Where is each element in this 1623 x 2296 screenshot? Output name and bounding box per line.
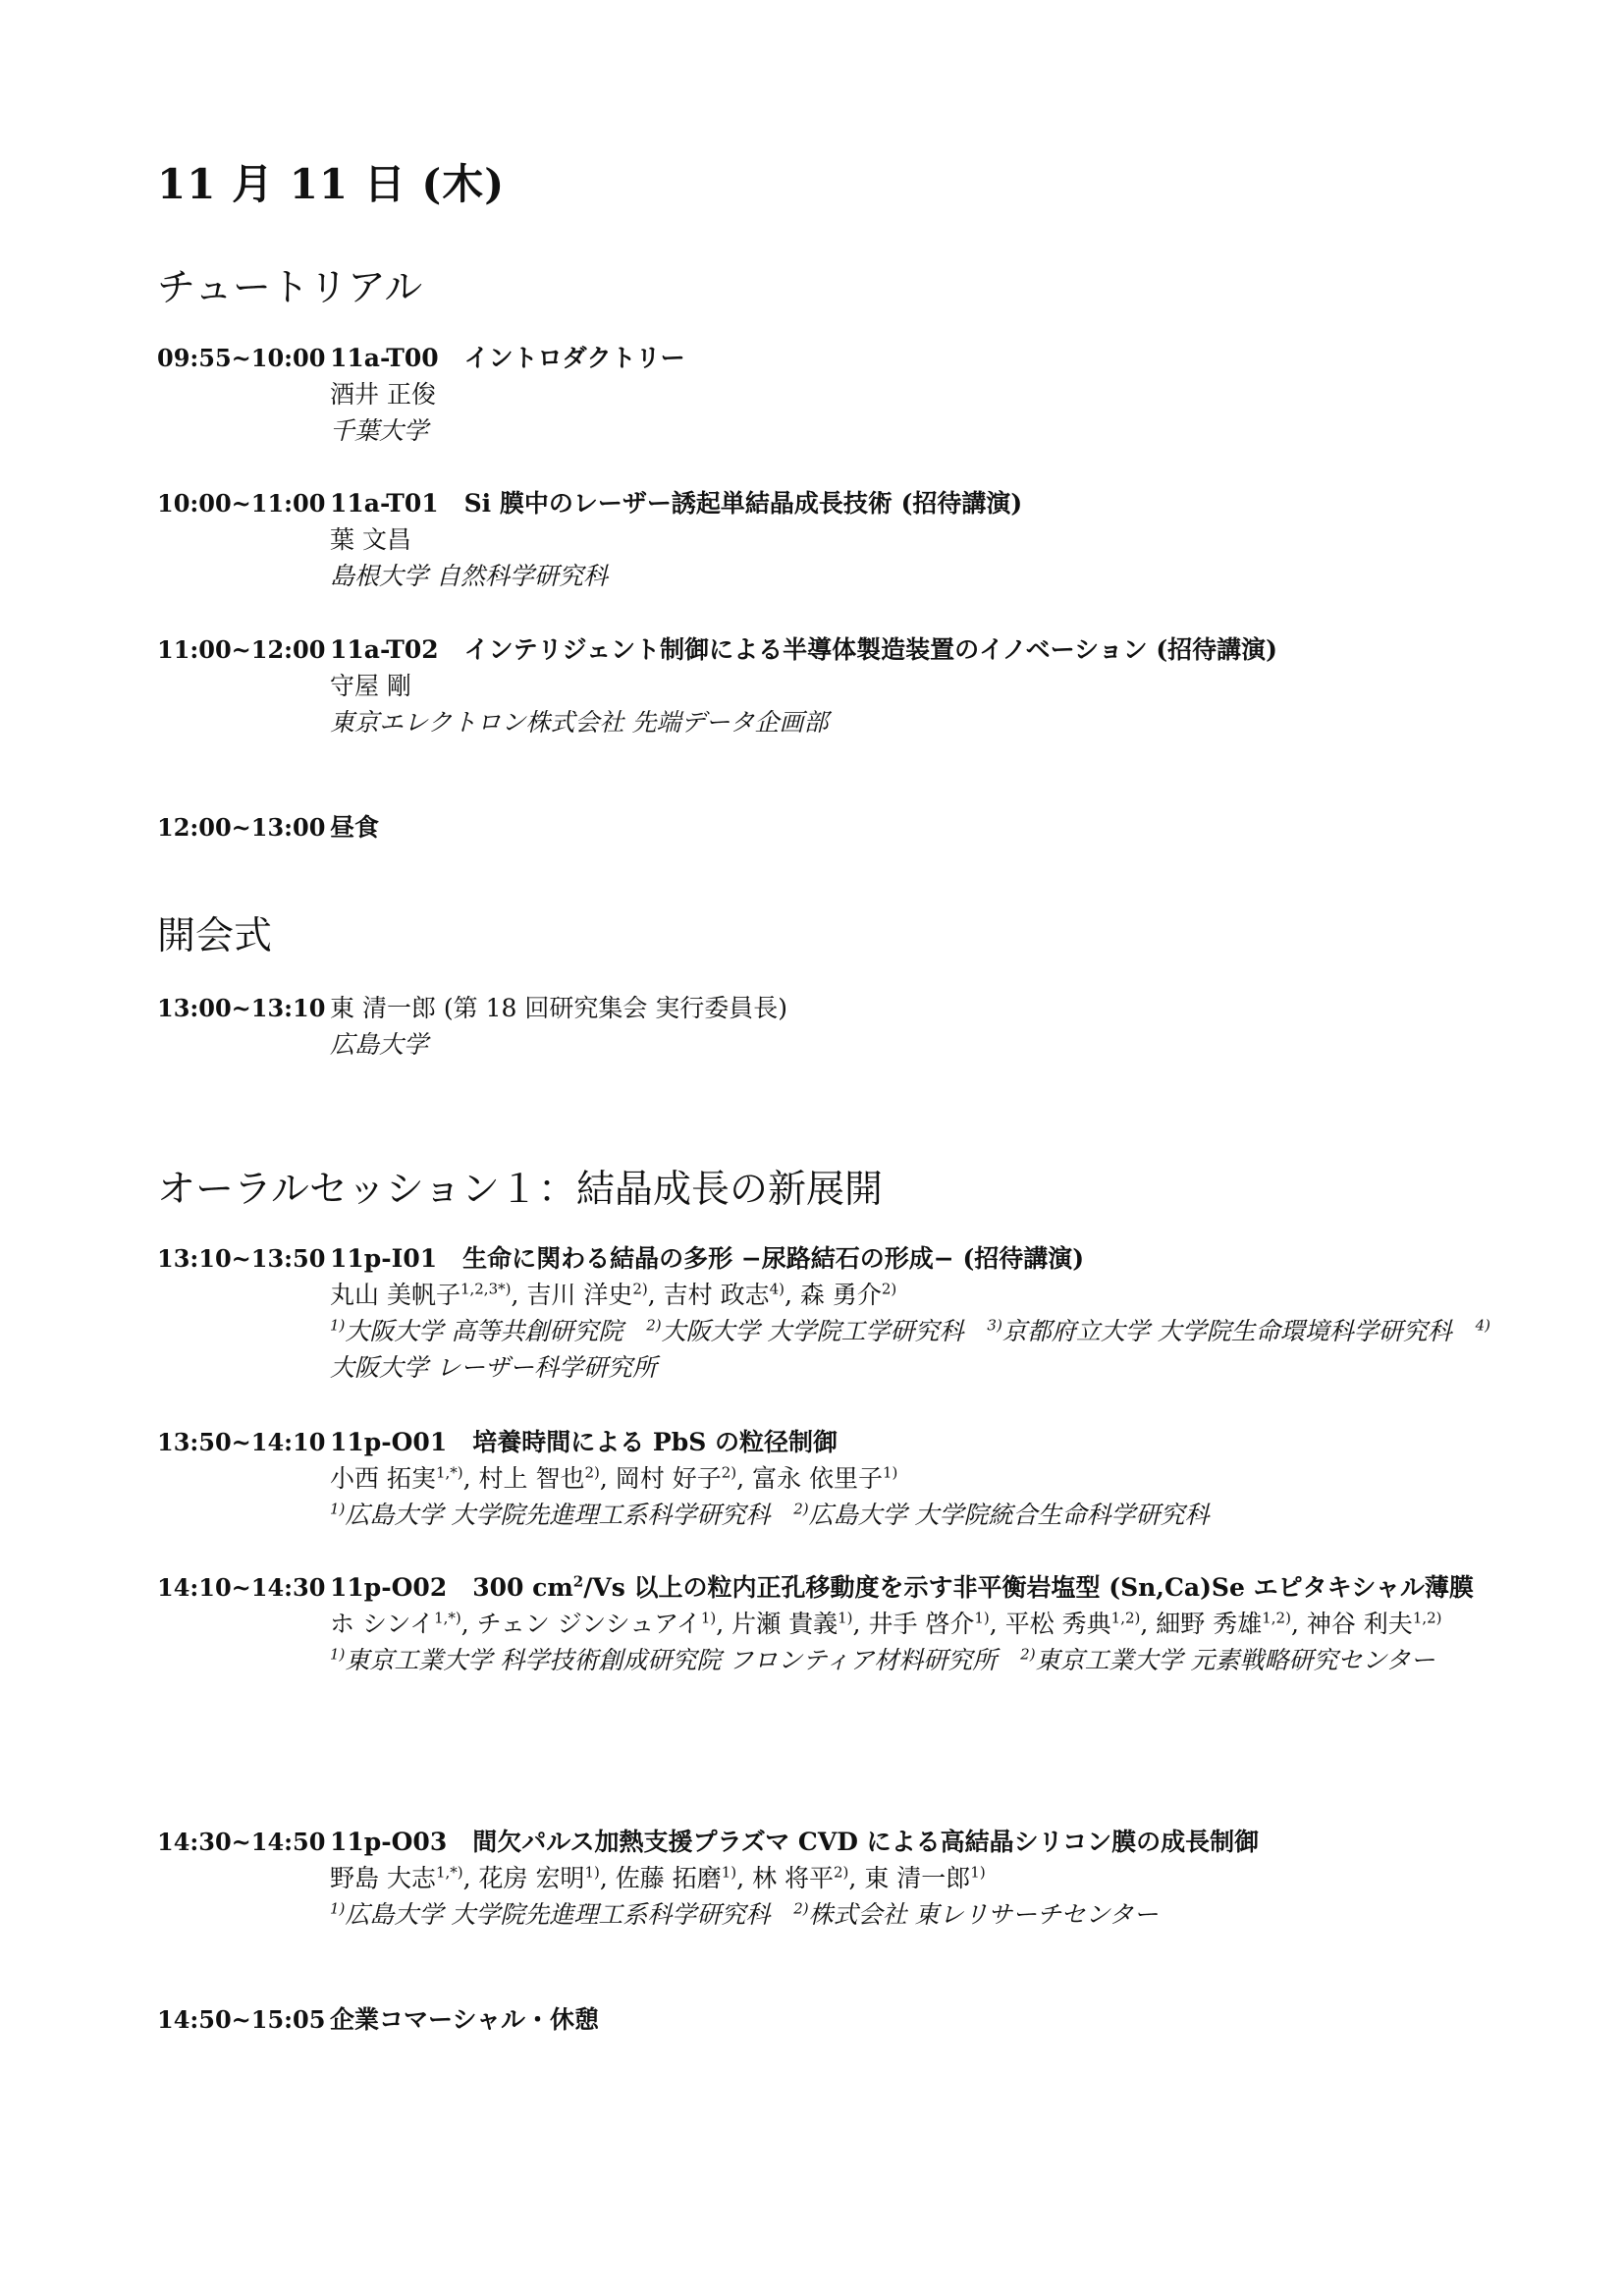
author-affil-mark: 1,*) xyxy=(434,1609,461,1627)
affiliation-name: 東京工業大学 元素戦略研究センター xyxy=(1035,1646,1435,1674)
entry-code: 11a-T00 xyxy=(330,344,439,372)
entry-code: 11p-O03 xyxy=(330,1828,448,1856)
affiliation-name: 大阪大学 大学院工学研究科 xyxy=(661,1317,964,1345)
entry-time: 10:00~11:00 xyxy=(157,489,326,518)
affil-mark: 1) xyxy=(330,1316,346,1335)
program-entry xyxy=(157,1240,1492,1386)
affil-mark: 2) xyxy=(1020,1645,1036,1664)
affiliation-name: 大阪大学 レーザー科学研究所 xyxy=(330,1353,657,1382)
program-entry xyxy=(157,631,1492,740)
program-entry xyxy=(157,485,1492,594)
entry-code: 11p-O02 xyxy=(330,1573,448,1602)
affil-mark: 2) xyxy=(793,1899,809,1918)
lunch-entry xyxy=(157,809,1492,846)
entry-authors: 野島 大志$^{1,*)}$, 花房 宏明$^{1)}$, 佐藤 拓磨$^{1)}$, 林 将平$^{2)}$, 東 清一郎$^{1)}$ xyxy=(330,1863,986,1892)
entry-code: 11a-T01 xyxy=(330,489,439,518)
affiliation-name: 東京工業大学 科学技術創成研究院 フロンティア材料研究所 xyxy=(345,1646,998,1674)
affil-mark: 4) xyxy=(1475,1316,1491,1335)
affiliation-name: 京都府立大学 大学院生命環境科学研究科 xyxy=(1001,1317,1452,1345)
author-name: 丸山 美帆子 xyxy=(330,1281,460,1309)
author-affil-mark: 1,2) xyxy=(1412,1609,1442,1627)
author-name: 小西 拓実 xyxy=(330,1464,436,1493)
entry-title: 間欠パルス加熱支援プラズマ CVD による高結晶シリコン膜の成長制御 xyxy=(472,1828,1260,1856)
affil-mark: 2) xyxy=(646,1316,662,1335)
author-name: 細野 秀雄 xyxy=(1156,1610,1263,1638)
entry-time: 14:10~14:30 xyxy=(157,1573,326,1602)
author-affil-mark: 1,*) xyxy=(435,1863,463,1882)
opening-speaker: 東 清一郎 (第 18 回研究集会 実行委員長) xyxy=(330,994,788,1022)
entry-code: 11p-I01 xyxy=(330,1244,438,1273)
section-title-tutorial: チュートリアル xyxy=(157,266,423,310)
entry-time: 14:30~14:50 xyxy=(157,1828,326,1856)
entry-code: 11p-O01 xyxy=(330,1428,448,1456)
opening-entry xyxy=(157,990,1492,1063)
author-name: 東 清一郎 xyxy=(864,1864,971,1892)
section-title-opening: 開会式 xyxy=(157,914,273,958)
author-name: 吉村 政志 xyxy=(663,1281,770,1309)
author-name: 野島 大志 xyxy=(330,1864,436,1892)
entry-time: 12:00~13:00 xyxy=(157,813,326,842)
title-superscript: 2 xyxy=(572,1572,584,1591)
author-affil-mark: 2) xyxy=(721,1463,737,1482)
affil-mark: 1) xyxy=(330,1645,346,1664)
affiliation-name: 広島大学 大学院先進理工系科学研究科 xyxy=(345,1900,771,1929)
section-title-oral-session-1: オーラルセッション１：結晶成長の新展開 xyxy=(157,1168,884,1212)
entry-affiliation: 広島大学 xyxy=(330,1030,429,1059)
break-label: 企業コマーシャル・休憩 xyxy=(330,2005,600,2034)
entry-affiliations xyxy=(330,1896,1492,1933)
entry-title: Si 膜中のレーザー誘起単結晶成長技術 (招待講演) xyxy=(463,489,1023,518)
entry-title: イントロダクトリー xyxy=(463,344,685,372)
author-affil-mark: 1) xyxy=(721,1863,737,1882)
author-affil-mark: 1,2) xyxy=(1110,1609,1141,1627)
entry-affiliation: 島根大学 自然科学研究科 xyxy=(330,562,608,590)
entry-time: 14:50~15:05 xyxy=(157,2005,326,2034)
title-part: /Vs 以上の粒内正孔移動度を示す非平衡岩塩型 (Sn,Ca)Se エピタキシャル薄膜 xyxy=(583,1573,1474,1602)
entry-authors: 守屋 剛 xyxy=(330,672,411,700)
author-affil-mark: 2) xyxy=(834,1863,849,1882)
author-name: 花房 宏明 xyxy=(478,1864,585,1892)
author-name: チェン ジンシュアイ xyxy=(476,1610,701,1638)
entry-authors: 丸山 美帆子$^{1,2,3*)}$, 吉川 洋史$^{2)}$, 吉村 政志$^{4)}$, 森 勇介$^{2)}$ xyxy=(330,1280,897,1309)
entry-affiliation: 千葉大学 xyxy=(330,416,429,445)
author-name: 佐藤 拓磨 xyxy=(615,1864,722,1892)
affiliation-name: 株式会社 東レリサーチセンター xyxy=(808,1900,1159,1929)
entry-affiliations xyxy=(330,1642,1492,1678)
affil-mark: 3) xyxy=(987,1316,1002,1335)
author-affil-mark: 2) xyxy=(632,1280,648,1298)
entry-title: インテリジェント制御による半導体製造装置のイノベーション (招待講演) xyxy=(463,635,1277,664)
program-entry xyxy=(157,1569,1492,1678)
author-affil-mark: 1) xyxy=(970,1863,986,1882)
author-affil-mark: 2) xyxy=(584,1463,600,1482)
entry-code: 11a-T02 xyxy=(330,635,439,664)
author-affil-mark: 1,2) xyxy=(1262,1609,1291,1627)
affil-mark: 1) xyxy=(330,1899,346,1918)
author-name: 岡村 好子 xyxy=(615,1464,722,1493)
day-title: 11 月 11 日 (木) xyxy=(157,160,506,208)
entry-affiliations xyxy=(330,1313,1492,1386)
author-affil-mark: 1,*) xyxy=(435,1463,463,1482)
author-affil-mark: 4) xyxy=(769,1280,785,1298)
author-affil-mark: 1) xyxy=(700,1609,717,1627)
author-name: 井手 啓介 xyxy=(868,1610,975,1638)
affil-mark: 2) xyxy=(793,1500,809,1518)
affiliation-name: 広島大学 大学院統合生命科学研究科 xyxy=(808,1501,1210,1529)
entry-time: 09:55~10:00 xyxy=(157,344,326,372)
entry-authors: 酒井 正俊 xyxy=(330,380,436,409)
program-entry xyxy=(157,1424,1492,1533)
author-name: 吉川 洋史 xyxy=(526,1281,633,1309)
author-name: 村上 智也 xyxy=(478,1464,585,1493)
entry-time: 11:00~12:00 xyxy=(157,635,326,664)
break-entry xyxy=(157,2001,1492,2038)
author-name: 林 将平 xyxy=(752,1864,835,1892)
lunch-label: 昼食 xyxy=(330,813,380,842)
author-name: 森 勇介 xyxy=(799,1281,882,1309)
entry-time: 13:10~13:50 xyxy=(157,1244,326,1273)
author-affil-mark: 2) xyxy=(881,1280,897,1298)
entry-authors: 葉 文昌 xyxy=(330,525,411,554)
program-entry xyxy=(157,340,1492,449)
author-name: ホ シンイ xyxy=(330,1610,435,1638)
program-entry xyxy=(157,1824,1492,1933)
entry-authors: 小西 拓実$^{1,*)}$, 村上 智也$^{2)}$, 岡村 好子$^{2)}$, 富永 依里子$^{1)}$ xyxy=(330,1463,898,1493)
entry-time: 13:00~13:10 xyxy=(157,994,326,1022)
author-affil-mark: 1) xyxy=(974,1609,990,1627)
author-affil-mark: 1) xyxy=(883,1463,898,1482)
author-name: 神谷 利夫 xyxy=(1306,1610,1413,1638)
affiliation-name: 大阪大学 高等共創研究院 xyxy=(345,1317,623,1345)
entry-time: 13:50~14:10 xyxy=(157,1428,326,1456)
author-name: 富永 依里子 xyxy=(752,1464,884,1493)
entry-authors: ホ シンイ$^{1,*)}$, チェン ジンシュアイ$^{1)}$, 片瀬 貴義$^{1)}$, 井手 啓介$^{1)}$, 平松 秀典$^{1,2)}$, 細野 秀雄$^{1,2)}$, 神谷 利夫$^{1,2)}$ xyxy=(330,1609,1442,1638)
affiliation-name: 広島大学 大学院先進理工系科学研究科 xyxy=(345,1501,771,1529)
title-part: 300 cm xyxy=(472,1573,573,1602)
author-affil-mark: 1) xyxy=(584,1863,600,1882)
author-name: 平松 秀典 xyxy=(1004,1610,1111,1638)
entry-title: 生命に関わる結晶の多形 −尿路結石の形成− (招待講演) xyxy=(462,1244,1085,1273)
author-affil-mark: 1,2,3*) xyxy=(460,1280,512,1298)
author-name: 片瀬 貴義 xyxy=(731,1610,839,1638)
entry-title xyxy=(472,1573,1474,1602)
author-affil-mark: 1) xyxy=(838,1609,853,1627)
entry-affiliations xyxy=(330,1497,1492,1533)
entry-title: 培養時間による PbS の粒径制御 xyxy=(472,1428,838,1456)
affil-mark: 1) xyxy=(330,1500,346,1518)
entry-affiliation: 東京エレクトロン株式会社 先端データ企画部 xyxy=(330,708,829,737)
